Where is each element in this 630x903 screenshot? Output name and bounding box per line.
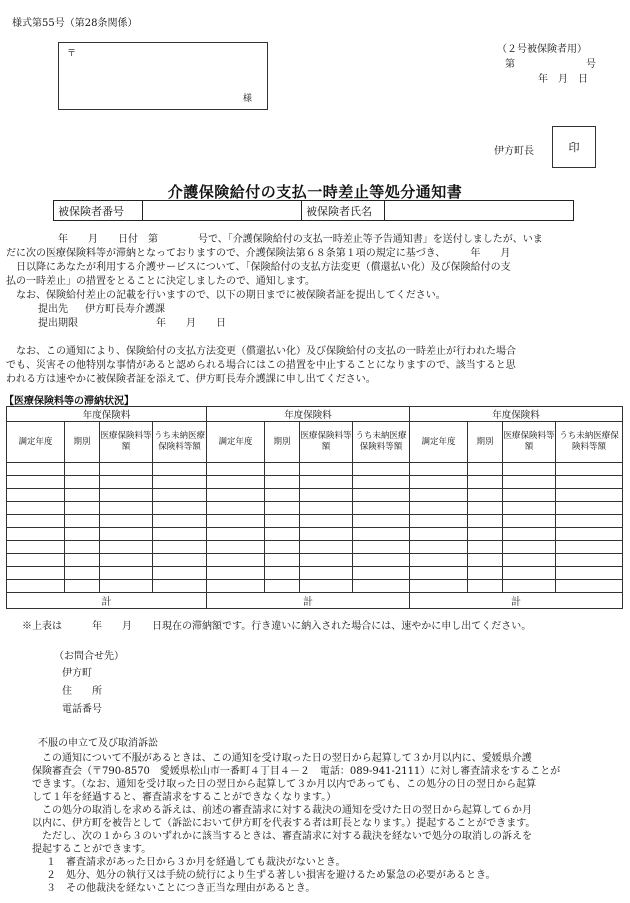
appeal-line-8: 提起することができます。	[32, 844, 152, 855]
table-cell	[207, 502, 265, 515]
appeal-item-3: ３ その他裁決を経ないことにつき正当な理由があるとき。	[46, 883, 316, 894]
table-cell	[100, 515, 153, 528]
table-cell	[265, 541, 300, 554]
deadline-value: 年 月 日	[156, 318, 226, 329]
table-cell	[100, 541, 153, 554]
table-cell	[300, 580, 353, 593]
table-cell	[207, 580, 265, 593]
table-cell	[353, 489, 410, 502]
table-cell	[65, 489, 100, 502]
table-cell	[153, 489, 207, 502]
table-cell	[503, 502, 556, 515]
table-cell	[468, 515, 503, 528]
table-cell	[410, 515, 468, 528]
form-number: 様式第55号（第28条関係）	[12, 18, 138, 29]
table-cell	[556, 567, 623, 580]
submit-to-value: 伊方町長寿介護課	[85, 304, 165, 315]
table-cell	[100, 580, 153, 593]
appeal-line-6: 以内に、伊方町を被告として（訴訟において伊方町を代表する者は町長となります。）提起することができます。	[32, 818, 536, 829]
appeal-item-2: ２ 処分、処分の執行又は手続の続行により生ずる著しい損害を避けるため緊急の必要があるとき。	[46, 870, 496, 881]
table-cell	[468, 476, 503, 489]
insured-name-value	[385, 201, 574, 221]
table-cell	[410, 541, 468, 554]
table-cell	[265, 489, 300, 502]
table-cell	[153, 528, 207, 541]
insured-name-label: 被保険者氏名	[302, 201, 385, 221]
column-header: 期別	[65, 422, 100, 463]
table-cell	[300, 502, 353, 515]
table-cell	[556, 541, 623, 554]
table-cell	[65, 502, 100, 515]
table-cell	[353, 554, 410, 567]
table-cell	[265, 476, 300, 489]
table-cell	[556, 528, 623, 541]
table-cell	[65, 463, 100, 476]
table-cell	[7, 554, 65, 567]
body-line-2: だに次の医療保険料等が滞納となっておりますので、介護保険法第６８条第１項の規定に基づき、 年 月	[6, 248, 511, 259]
table-cell	[100, 528, 153, 541]
table-cell	[353, 515, 410, 528]
table-cell	[265, 463, 300, 476]
table-cell	[7, 463, 65, 476]
table-cell	[556, 502, 623, 515]
table-cell	[556, 515, 623, 528]
issuer-name: 伊方町長	[494, 146, 534, 157]
note-line-2: でも、災害その他特別な事情があると認められる場合にはこの措置を中止することになりますので、該当すると思	[6, 360, 516, 371]
table-row	[7, 476, 623, 489]
group-header: 年度保険料	[207, 407, 410, 422]
table-cell	[353, 567, 410, 580]
table-cell	[7, 580, 65, 593]
appeal-line-4: して１年を経過すると、審査請求をすることができなくなります。）	[32, 792, 337, 803]
column-header: 医療保険料等額	[100, 422, 153, 463]
appeal-line-3: できます。（なお、通知を受け取った日の翌日から起算して３か月以内であっても、この処分の日の翌日から起算	[32, 779, 537, 790]
table-cell	[65, 580, 100, 593]
postal-mark: 〒	[67, 49, 77, 59]
doc-no-prefix: 第	[505, 59, 515, 70]
honorific: 様	[243, 94, 253, 104]
contact-address-label: 住 所	[62, 686, 102, 697]
table-cell	[468, 554, 503, 567]
table-cell	[207, 554, 265, 567]
table-cell	[468, 502, 503, 515]
address-box	[58, 42, 268, 110]
table-cell	[100, 567, 153, 580]
contact-heading: （お問合せ先）	[54, 651, 124, 662]
group-header: 年度保険料	[410, 407, 623, 422]
body-line-4: 払の一時差止」の措置をとることに決定しましたので、通知します。	[6, 276, 315, 287]
table-cell	[153, 567, 207, 580]
note-line-3: われる方は速やかに被保険者証を添えて、伊方町長寿介護課に申し出てください。	[6, 374, 376, 385]
table-cell	[556, 554, 623, 567]
appeal-line-1: この通知について不服があるときは、この通知を受け取った日の翌日から起算して３か月以内に、愛媛県介護	[32, 753, 532, 764]
table-cell	[207, 541, 265, 554]
appeal-item-1: １ 審査請求があった日から３か月を経過しても裁決がないとき。	[46, 857, 346, 868]
column-header: 医療保険料等額	[503, 422, 556, 463]
table-cell	[207, 463, 265, 476]
table-cell	[468, 489, 503, 502]
deadline-label: 提出期限	[38, 318, 78, 329]
table-row	[7, 541, 623, 554]
table-cell	[410, 580, 468, 593]
table-cell	[353, 463, 410, 476]
appeal-line-7: ただし、次の１から３のいずれかに該当するときは、審査請求に対する裁決を経ないで処分の取消しの訴えを	[32, 831, 532, 842]
table-cell	[556, 476, 623, 489]
table-cell	[353, 541, 410, 554]
table-cell	[410, 554, 468, 567]
table-cell	[353, 528, 410, 541]
contact-phone-label: 電話番号	[62, 704, 102, 715]
table-cell	[503, 515, 556, 528]
table-cell	[100, 463, 153, 476]
contact-org: 伊方町	[62, 668, 92, 679]
table-cell	[503, 580, 556, 593]
seal-box	[552, 126, 596, 168]
table-row	[7, 554, 623, 567]
table-cell	[353, 580, 410, 593]
table-cell	[300, 489, 353, 502]
appeal-heading: 不服の申立て及び取消訴訟	[38, 738, 158, 749]
table-cell	[207, 567, 265, 580]
table-cell	[65, 476, 100, 489]
table-cell	[100, 502, 153, 515]
column-header: うち未納医療保険料等額	[556, 422, 623, 463]
table-row	[7, 489, 623, 502]
arrears-heading: 【医療保険料等の滞納状況】	[4, 396, 134, 407]
table-cell	[153, 580, 207, 593]
table-cell	[353, 502, 410, 515]
column-header: 期別	[468, 422, 503, 463]
body-line-5: なお、保険給付差止の記載を行いますので、以下の期日までに被保険者証を提出してください。	[6, 290, 446, 301]
table-cell	[265, 580, 300, 593]
table-cell	[65, 554, 100, 567]
table-cell	[468, 541, 503, 554]
issue-date: 年 月 日	[538, 74, 588, 85]
table-cell	[353, 476, 410, 489]
document-title: 介護保険給付の支払一時差止等処分通知書	[167, 183, 463, 201]
insured-number-label: 被保険者番号	[54, 201, 143, 221]
table-cell	[7, 489, 65, 502]
total-label: 計	[410, 593, 623, 609]
total-label: 計	[7, 593, 207, 609]
appeal-line-5: この処分の取消しを求める訴えは、前述の審査請求に対する裁決の通知を受けた日の翌日から起算して６か月	[32, 805, 532, 816]
table-cell	[503, 567, 556, 580]
table-cell	[153, 463, 207, 476]
table-cell	[300, 554, 353, 567]
table-cell	[503, 541, 556, 554]
table-cell	[300, 515, 353, 528]
table-cell	[468, 580, 503, 593]
table-cell	[100, 476, 153, 489]
table-footnote: ※上表は 年 月 日現在の滞納額です。行き違いに納入された場合には、速やかに申し出てください。	[22, 621, 532, 632]
table-cell	[207, 515, 265, 528]
table-cell	[300, 528, 353, 541]
table-cell	[410, 463, 468, 476]
appeal-line-2: 保険審査会（〒790-8570 愛媛県松山市一番町４丁目４－２ 電話：089-941-2111）に対し審査請求をすることが	[32, 766, 561, 777]
table-cell	[153, 515, 207, 528]
column-header: 調定年度	[7, 422, 65, 463]
table-cell	[265, 567, 300, 580]
table-cell	[153, 554, 207, 567]
table-row	[7, 463, 623, 476]
table-cell	[556, 489, 623, 502]
table-cell	[503, 463, 556, 476]
table-cell	[410, 502, 468, 515]
table-cell	[207, 489, 265, 502]
table-cell	[556, 463, 623, 476]
table-cell	[468, 528, 503, 541]
table-cell	[265, 528, 300, 541]
submit-to-label: 提出先	[38, 304, 68, 315]
table-row	[7, 567, 623, 580]
table-row	[7, 528, 623, 541]
table-cell	[7, 515, 65, 528]
table-cell	[153, 476, 207, 489]
column-header: うち未納医療保険料等額	[153, 422, 207, 463]
table-cell	[468, 463, 503, 476]
table-cell	[265, 502, 300, 515]
insured-type: （２号被保険者用）	[497, 44, 587, 55]
group-header: 年度保険料	[7, 407, 207, 422]
table-cell	[207, 528, 265, 541]
table-cell	[7, 528, 65, 541]
table-cell	[65, 567, 100, 580]
column-header: 期別	[265, 422, 300, 463]
seal-label: 印	[568, 141, 580, 154]
table-row	[7, 502, 623, 515]
table-cell	[7, 567, 65, 580]
table-cell	[503, 489, 556, 502]
table-cell	[7, 502, 65, 515]
table-cell	[153, 541, 207, 554]
doc-no-suffix: 号	[586, 59, 596, 70]
total-label: 計	[207, 593, 410, 609]
table-cell	[65, 541, 100, 554]
table-cell	[100, 554, 153, 567]
table-cell	[300, 567, 353, 580]
table-cell	[300, 463, 353, 476]
table-cell	[7, 541, 65, 554]
table-cell	[503, 528, 556, 541]
table-cell	[265, 554, 300, 567]
table-row	[7, 580, 623, 593]
table-cell	[410, 476, 468, 489]
table-cell	[503, 476, 556, 489]
table-cell	[410, 528, 468, 541]
arrears-table	[6, 406, 623, 609]
table-cell	[153, 502, 207, 515]
table-row	[7, 515, 623, 528]
table-cell	[65, 528, 100, 541]
table-cell	[410, 489, 468, 502]
table-cell	[468, 567, 503, 580]
insured-number-value	[143, 201, 302, 221]
table-cell	[300, 476, 353, 489]
table-cell	[207, 476, 265, 489]
column-header: 調定年度	[410, 422, 468, 463]
table-cell	[300, 541, 353, 554]
insured-id-table	[53, 200, 574, 221]
table-cell	[65, 515, 100, 528]
table-cell	[410, 567, 468, 580]
table-cell	[556, 580, 623, 593]
column-header: 医療保険料等額	[300, 422, 353, 463]
table-cell	[100, 489, 153, 502]
table-cell	[503, 554, 556, 567]
column-header: うち未納医療保険料等額	[353, 422, 410, 463]
column-header: 調定年度	[207, 422, 265, 463]
body-line-3: 日以降にあなたが利用する介護サービスについて、「保険給付の支払方法変更（償還払い化）及び保険給付の支	[6, 262, 511, 273]
body-line-1: 年 月 日付 第 号で、「介護保険給付の支払一時差止等予告通知書」を送付しましたが、いま	[58, 234, 543, 245]
table-cell	[265, 515, 300, 528]
table-cell	[7, 476, 65, 489]
note-line-1: なお、この通知により、保険給付の支払方法変更（償還払い化）及び保険給付の支払の一時差止が行われた場合	[6, 346, 516, 357]
